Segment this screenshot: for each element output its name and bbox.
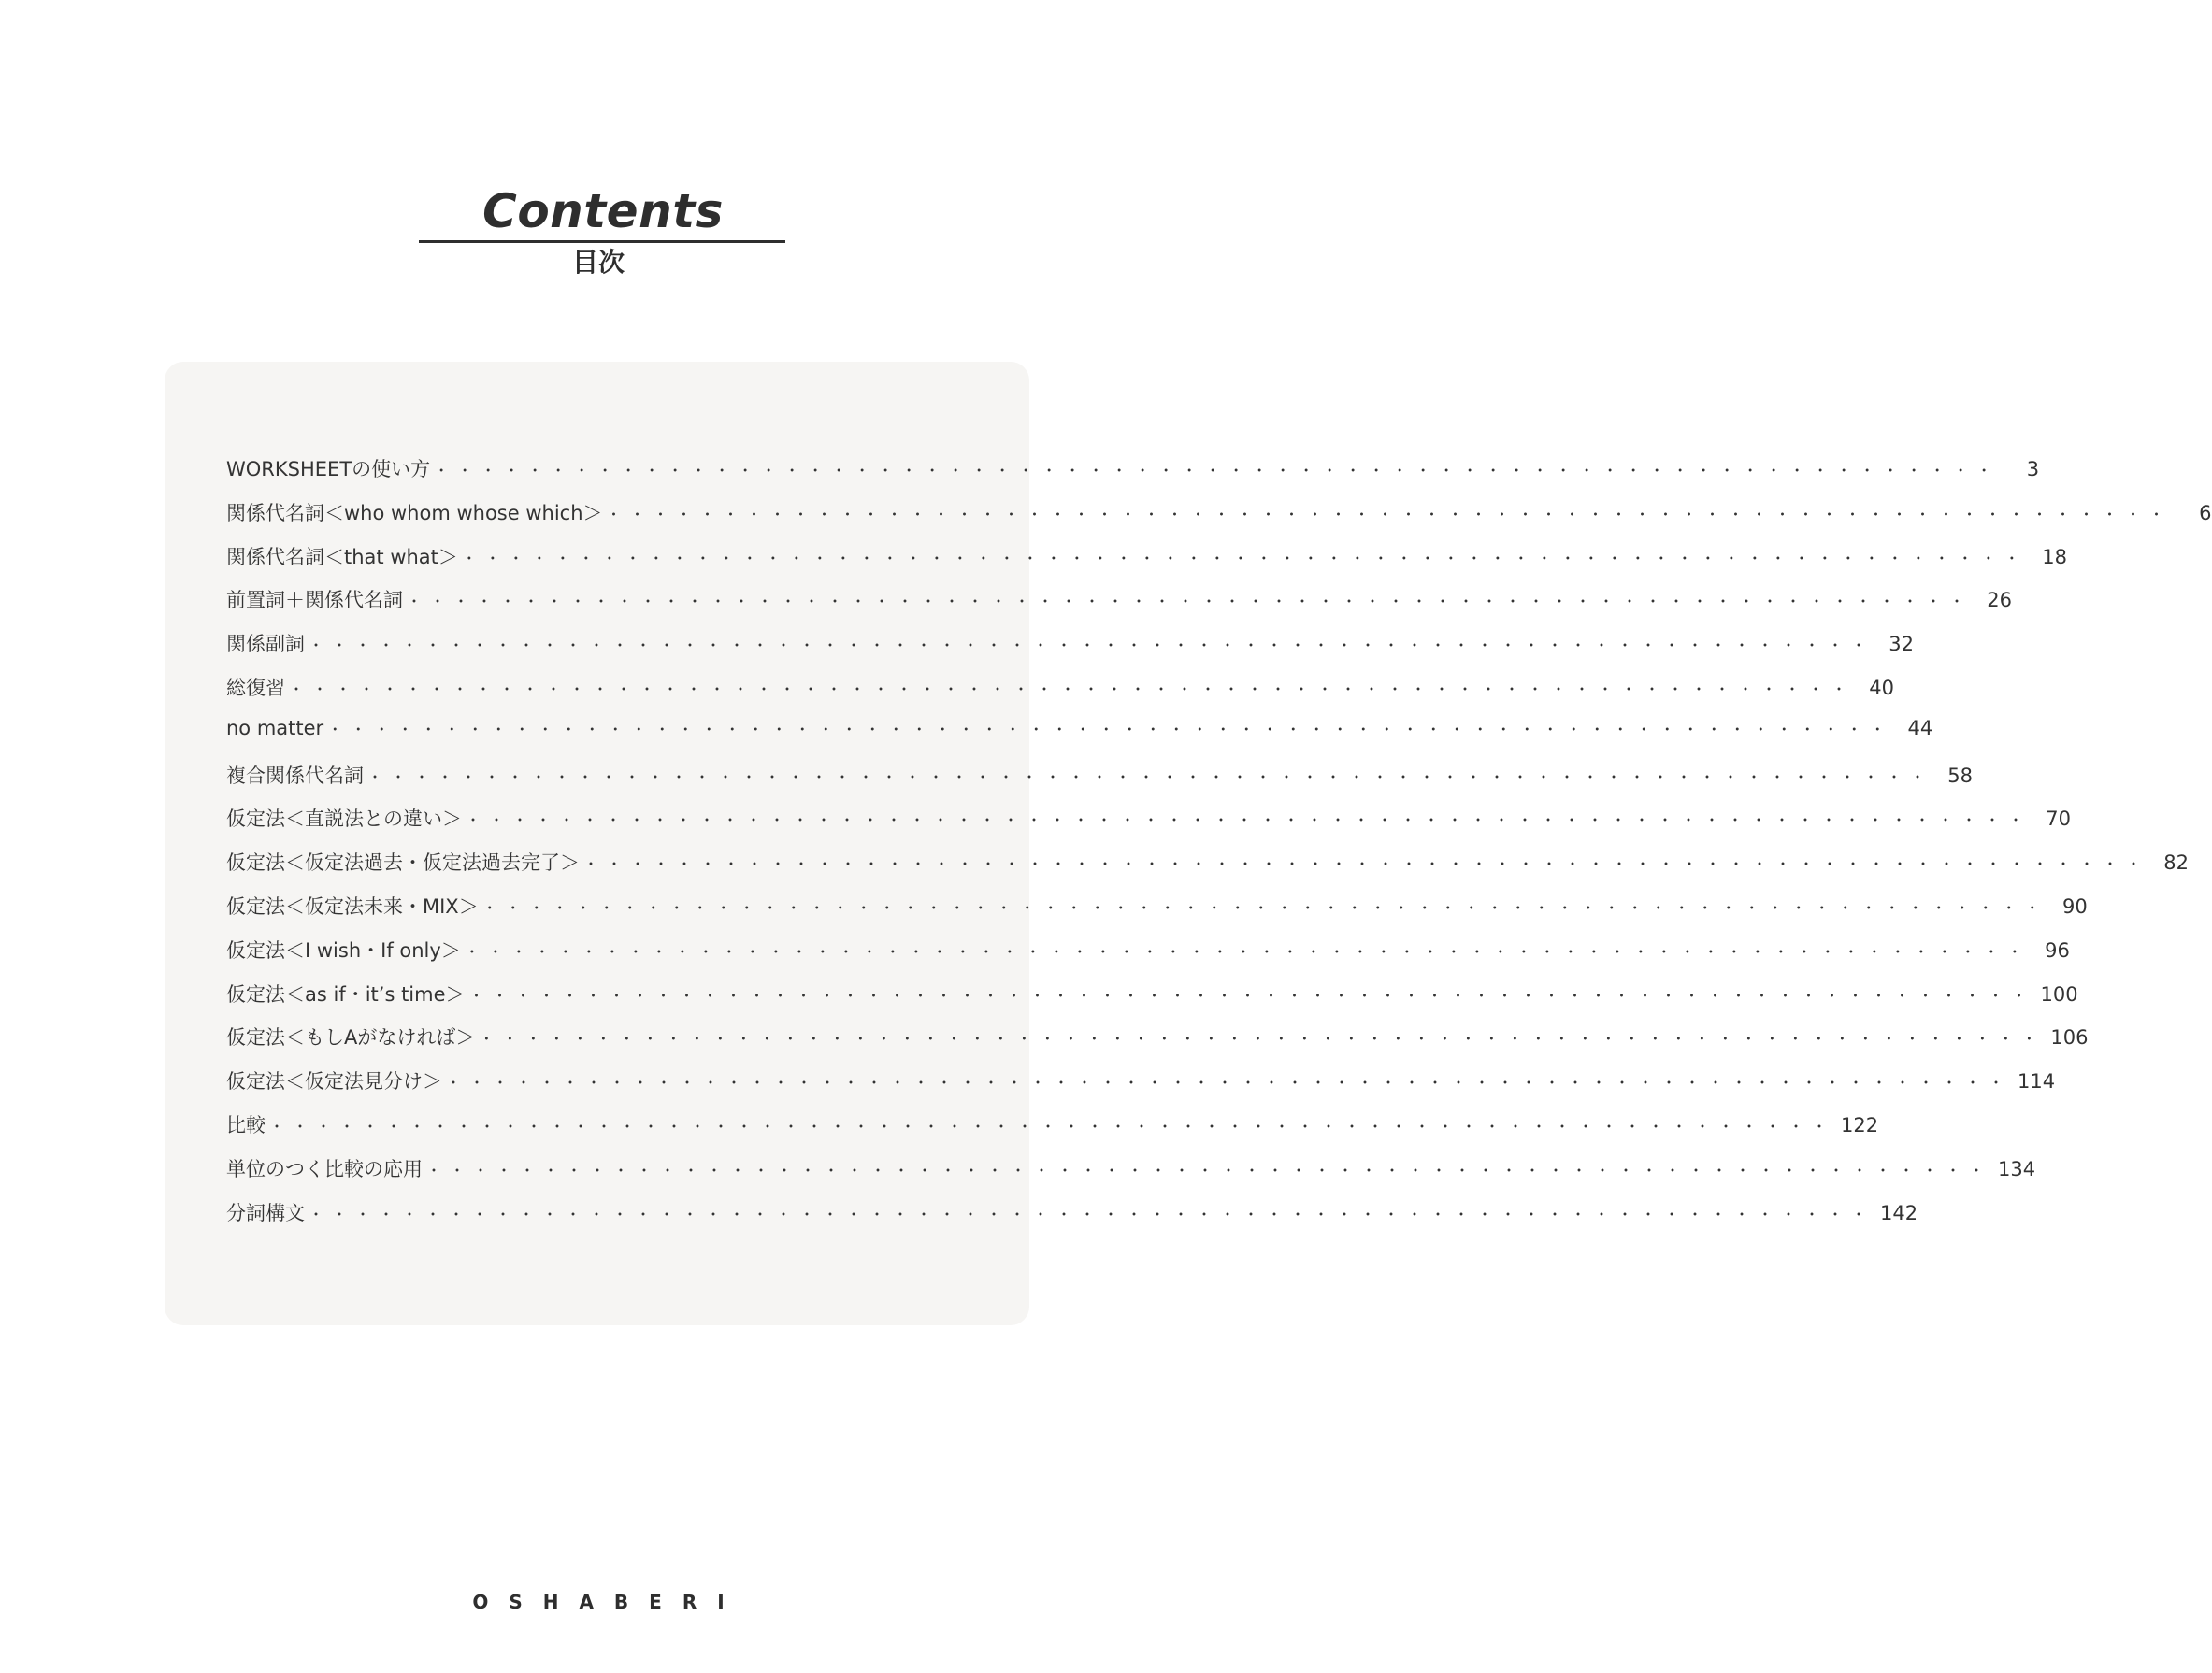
toc-entry[interactable] (226, 498, 2212, 542)
toc-entry[interactable] (226, 761, 1974, 805)
toc-entry-page-number: 122 (1841, 1113, 1879, 1137)
toc-entry-page-number: 70 (2046, 808, 2072, 831)
toc-dot-leader: ・・・・・・・・・・・・・・・・・・・・・・・・・・・・・・・・・・・・・・・・・・・・・・・・・・・・・・・・・・・・・・・・・・・ (367, 767, 1934, 786)
toc-entry[interactable] (226, 804, 2072, 848)
toc-entry-page-number: 134 (1998, 1157, 2036, 1180)
toc-entry-title: 単位のつく比較の応用 (226, 1157, 423, 1180)
toc-dot-leader: ・・・・・・・・・・・・・・・・・・・・・・・・・・・・・・・・・・・・・・・・・・・・・・・・・・・・・・・・・・・・・・・・・・・ (583, 855, 2150, 874)
toc-entry[interactable] (226, 979, 2078, 1023)
toc-entry-page-number: 6 (2199, 501, 2212, 524)
toc-entry-title: 関係副詞 (226, 633, 305, 656)
toc-entry-page-number: 18 (2042, 545, 2067, 568)
page-title: Contents (482, 184, 724, 238)
toc-entry-page-number: 96 (2045, 938, 2070, 962)
toc-entry-page-number: 32 (1889, 633, 1915, 656)
toc-entry-page-number: 26 (1987, 589, 2013, 612)
toc-dot-leader: ・・・・・・・・・・・・・・・・・・・・・・・・・・・・・・・・・・・・・・・・・・・・・・・・・・・・・・・・・・・・・・・・・・・ (289, 679, 1856, 698)
toc-entry[interactable] (226, 454, 2040, 498)
toc-dot-leader: ・・・・・・・・・・・・・・・・・・・・・・・・・・・・・・・・・・・・・・・・・・・・・・・・・・・・・・・・・・・・・・・・・・・ (481, 898, 2048, 917)
toc-entry-title: 分詞構文 (226, 1201, 305, 1224)
toc-dot-leader: ・・・・・・・・・・・・・・・・・・・・・・・・・・・・・・・・・・・・・・・・・・・・・・・・・・・・・・・・・・・・・・・・・・・ (468, 986, 2035, 1005)
toc-entry-title: 仮定法＜もしAがなければ＞ (226, 1026, 476, 1050)
toc-entry[interactable] (226, 936, 2070, 979)
toc-entry-title: WORKSHEETの使い方 (226, 458, 431, 480)
toc-entry[interactable] (226, 1198, 1918, 1242)
toc-entry-title: 比較 (226, 1113, 266, 1137)
toc-entry-page-number: 142 (1880, 1201, 1918, 1224)
toc-entry-page-number: 106 (2050, 1026, 2089, 1050)
toc-dot-leader: ・・・・・・・・・・・・・・・・・・・・・・・・・・・・・・・・・・・・・・・・・・・・・・・・・・・・・・・・・・・・・・・・・・・ (466, 811, 2032, 830)
toc-entry[interactable] (226, 585, 2013, 629)
toc-entry-title: 仮定法＜直説法との違い＞ (226, 808, 462, 831)
toc-entry-title: 関係代名詞＜who whom whose which＞ (226, 501, 603, 524)
toc-dot-leader: ・・・・・・・・・・・・・・・・・・・・・・・・・・・・・・・・・・・・・・・・・・・・・・・・・・・・・・・・・・・・・・・・・・・ (309, 636, 1875, 655)
toc-dot-leader: ・・・・・・・・・・・・・・・・・・・・・・・・・・・・・・・・・・・・・・・・・・・・・・・・・・・・・・・・・・・・・・・・・・・ (461, 549, 2028, 567)
toc-entry[interactable] (226, 1110, 1879, 1154)
toc-entry[interactable] (226, 1154, 2036, 1198)
toc-entry[interactable] (226, 629, 1915, 673)
toc-list (226, 454, 2212, 1241)
toc-dot-leader: ・・・・・・・・・・・・・・・・・・・・・・・・・・・・・・・・・・・・・・・・・・・・・・・・・・・・・・・・・・・・・・・・・・・ (434, 462, 2001, 479)
toc-entry-title: 総復習 (226, 676, 285, 699)
toc-entry-title: 仮定法＜I wish・If only＞ (226, 938, 461, 962)
toc-entry-page-number: 58 (1947, 764, 1974, 787)
toc-entry-title: 複合関係代名詞 (226, 764, 364, 787)
toc-entry-title: 仮定法＜仮定法過去・仮定法過去完了＞ (226, 851, 580, 875)
toc-dot-leader: ・・・・・・・・・・・・・・・・・・・・・・・・・・・・・・・・・・・・・・・・・・・・・・・・・・・・・・・・・・・・・・・・・・・ (309, 1205, 1875, 1223)
toc-entry-title: 前置詞＋関係代名詞 (226, 589, 403, 612)
toc-entry-page-number: 40 (1869, 676, 1895, 699)
toc-entry-title: 仮定法＜as if・it’s time＞ (226, 982, 466, 1006)
contents-header (0, 182, 1197, 279)
toc-entry[interactable] (226, 716, 1933, 761)
toc-entry-page-number: 44 (1907, 716, 1933, 739)
page-subtitle: 目次 (571, 247, 625, 278)
toc-entry-page-number: 3 (2026, 458, 2040, 480)
title-underline (419, 240, 785, 243)
toc-entry-page-number: 82 (2163, 851, 2190, 875)
toc-entry[interactable] (226, 1066, 2056, 1110)
toc-entry[interactable] (226, 673, 1895, 717)
toc-entry[interactable] (226, 1022, 2089, 1066)
toc-dot-leader: ・・・・・・・・・・・・・・・・・・・・・・・・・・・・・・・・・・・・・・・・・・・・・・・・・・・・・・・・・・・・・・・・・・・ (426, 1161, 1993, 1180)
toc-entry-title: 仮定法＜仮定法見分け＞ (226, 1070, 442, 1094)
toc-dot-leader: ・・・・・・・・・・・・・・・・・・・・・・・・・・・・・・・・・・・・・・・・・・・・・・・・・・・・・・・・・・・・・・・・・・・ (446, 1074, 2013, 1093)
toc-entry-page-number: 114 (2018, 1070, 2056, 1094)
toc-dot-leader: ・・・・・・・・・・・・・・・・・・・・・・・・・・・・・・・・・・・・・・・・・・・・・・・・・・・・・・・・・・・・・・・・・・・ (407, 593, 1974, 611)
toc-dot-leader: ・・・・・・・・・・・・・・・・・・・・・・・・・・・・・・・・・・・・・・・・・・・・・・・・・・・・・・・・・・・・・・・・・・・ (464, 942, 2031, 961)
brand-footer: OSHABERI (472, 1591, 745, 1613)
toc-entry[interactable] (226, 542, 2067, 586)
toc-entry[interactable] (226, 848, 2190, 892)
toc-entry-title: 関係代名詞＜that what＞ (226, 545, 458, 568)
toc-dot-leader: ・・・・・・・・・・・・・・・・・・・・・・・・・・・・・・・・・・・・・・・・・・・・・・・・・・・・・・・・・・・・・・・・・・・ (606, 505, 2173, 523)
toc-entry-page-number: 90 (2061, 894, 2088, 918)
toc-entry[interactable] (226, 892, 2088, 936)
toc-entry-title: no matter (226, 716, 324, 739)
toc-dot-leader: ・・・・・・・・・・・・・・・・・・・・・・・・・・・・・・・・・・・・・・・・・・・・・・・・・・・・・・・・・・・・・・・・・・・ (327, 720, 1894, 738)
toc-dot-leader: ・・・・・・・・・・・・・・・・・・・・・・・・・・・・・・・・・・・・・・・・・・・・・・・・・・・・・・・・・・・・・・・・・・・ (479, 1030, 2046, 1049)
toc-entry-page-number: 100 (2040, 982, 2078, 1006)
toc-dot-leader: ・・・・・・・・・・・・・・・・・・・・・・・・・・・・・・・・・・・・・・・・・・・・・・・・・・・・・・・・・・・・・・・・・・・ (269, 1117, 1836, 1136)
toc-entry-title: 仮定法＜仮定法未来・MIX＞ (226, 894, 479, 918)
